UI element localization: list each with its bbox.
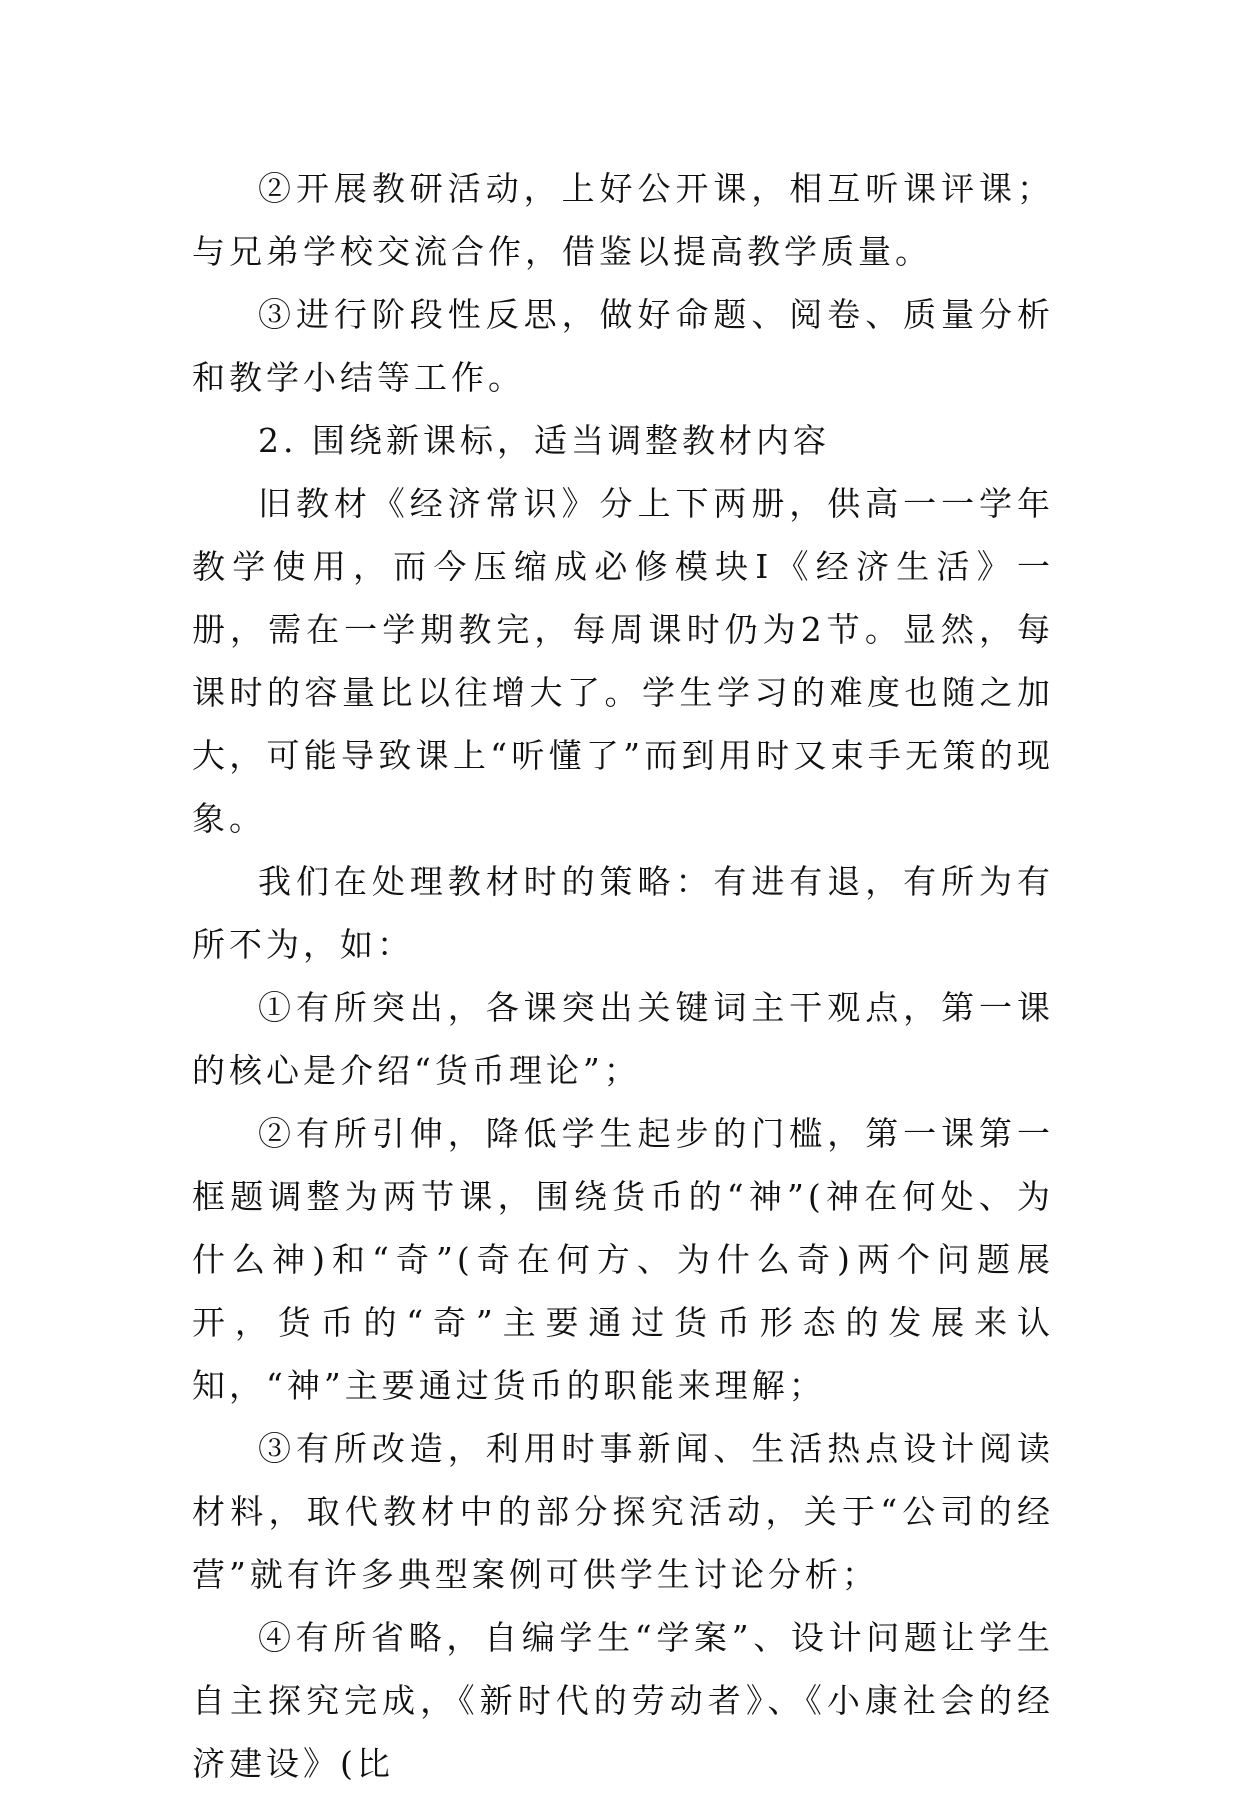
paragraph-teaching-research: ②开展教研活动，上好公开课，相互听课评课；与兄弟学校交流合作，借鉴以提高教学质量。 bbox=[192, 169, 1054, 271]
paragraph-strategy: 我们在处理教材时的策略：有进有退，有所为有所不为，如： bbox=[192, 862, 1054, 964]
paragraph-omit: ④有所省略，自编学生“学案”、设计问题让学生自主探究完成，《新时代的劳动者》、《小康社会的经济建设》(比 bbox=[192, 1618, 1054, 1783]
body-text bbox=[192, 157, 1054, 1795]
paragraph-extend: ②有所引伸，降低学生起步的门槛，第一课第一框题调整为两节课，围绕货币的“神”(神在何处、为什么神)和“奇”(奇在何方、为什么奇)两个问题展开，货币的“奇”主要通过货币形态的发展来认知，“神”主要通过货币的职能来理解； bbox=[192, 1114, 1054, 1405]
paragraph-old-textbook: 旧教材《经济常识》分上下两册，供高一一学年教学使用，而今压缩成必修模块Ⅰ《经济生活》一册，需在一学期教完，每周课时仍为2节。显然，每课时的容量比以往增大了。学生学习的难度也随之加大，可能导致课上“听懂了”而到用时又束手无策的现象。 bbox=[192, 484, 1054, 838]
paragraph-highlight: ①有所突出，各课突出关键词主干观点，第一课的核心是介绍“货币理论”； bbox=[192, 988, 1054, 1090]
section-heading-adjust-materials: 2. 围绕新课标，适当调整教材内容 bbox=[258, 421, 830, 460]
paragraph-reform: ③有所改造，利用时事新闻、生活热点设计阅读材料，取代教材中的部分探究活动，关于“公司的经营”就有许多典型案例可供学生讨论分析； bbox=[192, 1429, 1054, 1594]
paragraph-reflection: ③进行阶段性反思，做好命题、阅卷、质量分析和教学小结等工作。 bbox=[192, 295, 1054, 397]
